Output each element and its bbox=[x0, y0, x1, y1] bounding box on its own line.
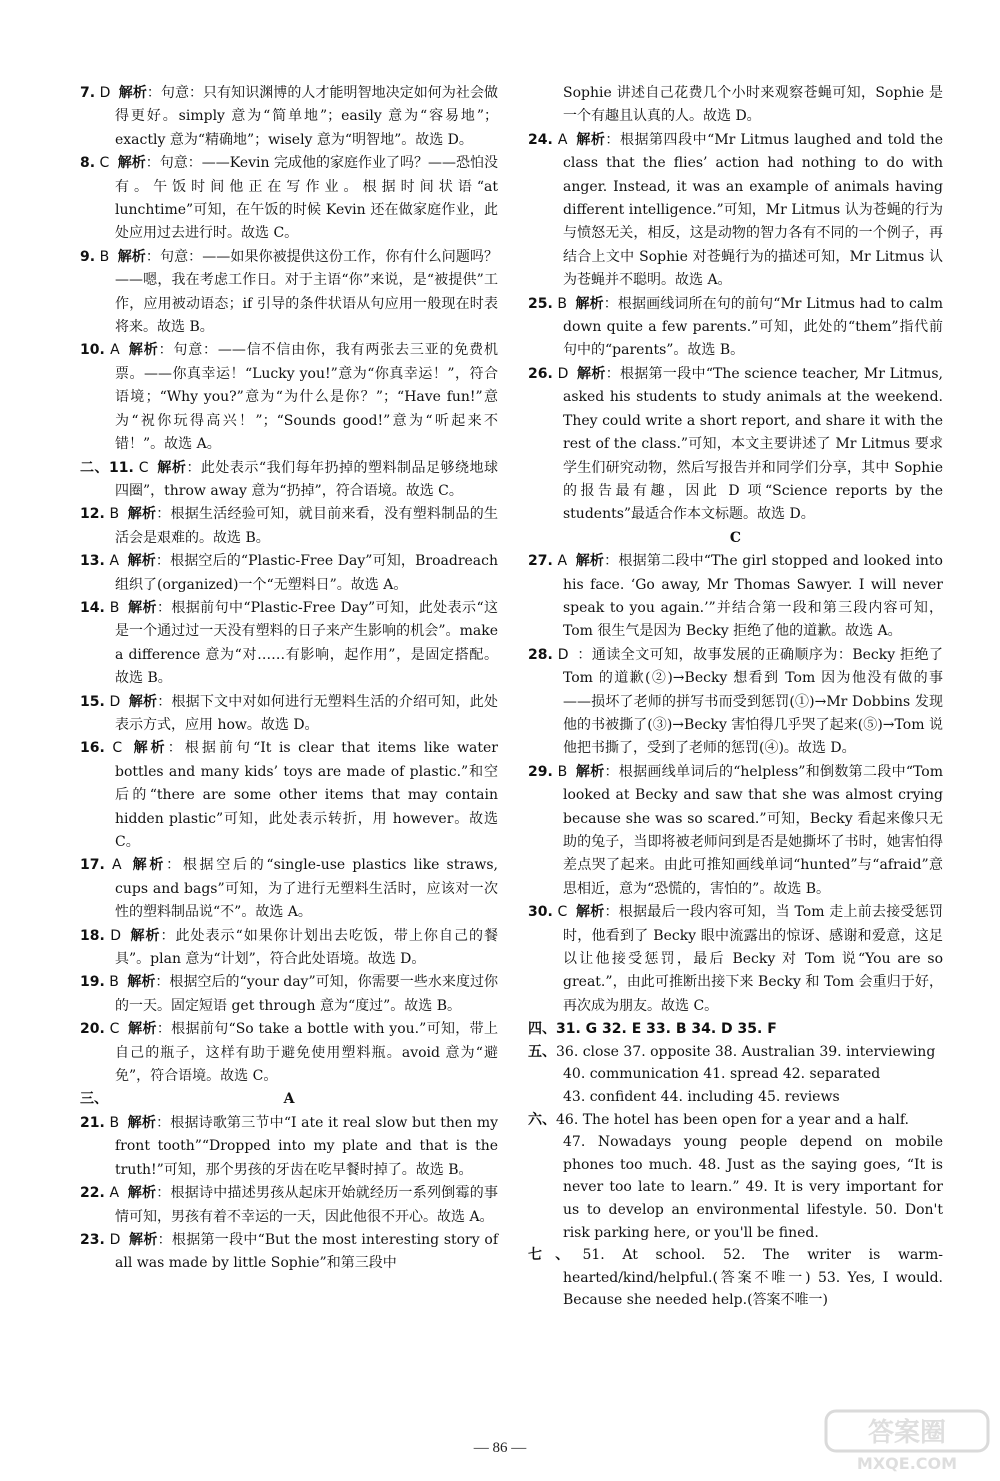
item-answer: D bbox=[109, 693, 121, 710]
item-label: 解析 bbox=[575, 763, 605, 780]
item-number: 30. bbox=[528, 904, 553, 921]
item-answer: C bbox=[109, 1021, 120, 1038]
watermark-en: MXQE.COM bbox=[856, 1454, 958, 1473]
section-marker: 三、 bbox=[80, 1091, 108, 1108]
item-number: 25. bbox=[528, 295, 553, 312]
item-answer: B bbox=[557, 763, 568, 780]
section-six-line-1: 46. The hotel has been open for a year and a half. bbox=[556, 1111, 910, 1128]
sub-heading-c: C bbox=[729, 529, 742, 546]
item-label: 解析 bbox=[128, 1231, 158, 1248]
item-number: 15. bbox=[80, 693, 105, 710]
item-answer: C bbox=[138, 459, 149, 476]
answer-item bbox=[528, 644, 943, 761]
item-label: 解析 bbox=[127, 1114, 157, 1131]
section-five-line-3: 43. confident 44. including 45. reviews bbox=[563, 1089, 840, 1106]
section-six-line-2: 47. Nowadays young people depend on mobile phones too much. 48. Just as the saying goes, “It is never too late to learn.” 49. It is very important for us to develop an environmental lifestyle. 50. Don't risk parking here, or you'll be fined. bbox=[563, 1134, 943, 1241]
answer-item bbox=[528, 550, 943, 644]
item-answer: A bbox=[111, 857, 122, 874]
section-seven bbox=[528, 1244, 943, 1312]
answer-item bbox=[528, 363, 943, 527]
section-seven-answers: 51. At school. 52. The writer is warm-hearted/kind/helpful.(答案不唯一) 53. Yes, I would. Because she needed help.(答案不唯一) bbox=[563, 1247, 944, 1309]
item-label: 解析 bbox=[127, 553, 156, 570]
item-number: 8. bbox=[80, 155, 96, 172]
section-three-heading bbox=[80, 1088, 498, 1111]
answer-item bbox=[80, 854, 498, 924]
item-number: 22. bbox=[80, 1185, 105, 1202]
item-text: ：根据空后的“Plastic-Free Day”可知，Broadreach 组织了(organized)一个“无塑料日”。故选 A。 bbox=[115, 553, 499, 593]
item-label: 解析 bbox=[575, 553, 605, 570]
section-six bbox=[528, 1109, 943, 1245]
item-label: 解析 bbox=[128, 342, 159, 359]
item-text: ：根据前句“It is clear that items like water bottles and many kids’ toys are made of plastic.”和空后的“there are some other items that may contain hidden plastic”可知，此处表示转折，用 however。故选 C。 bbox=[115, 740, 499, 850]
item-text: ：此处表示“我们每年扔掉的塑料制品足够绕地球四圈”，throw away 意为“扔掉”，符合语境。故选 C。 bbox=[115, 459, 499, 499]
item-number: 16. bbox=[80, 740, 105, 757]
item-label: 解析 bbox=[127, 974, 156, 991]
answer-item bbox=[80, 1112, 498, 1182]
item-text: ：句意：——如果你被提供这份工作，你有什么问题吗？——嗯，我在考虑工作日。对于主语“你”来说，是“被提供”工作，应用被动语态；if 引导的条件状语从句应用一般现在时表将来。故选 B。 bbox=[115, 248, 499, 336]
section-marker: 五、 bbox=[528, 1043, 556, 1060]
item-answer: B bbox=[109, 1114, 120, 1131]
item-text: ：句意：——Kevin 完成他的家庭作业了吗？——恐怕没有。午饭时间他正在写作业。根据时间状语“at lunchtime”可知，在午饭的时候 Kevin 还在做家庭作业，此处应用过去进行时。故选 C。 bbox=[115, 155, 499, 242]
item-text: ：根据生活经验可知，就目前来看，没有塑料制品的生活会是艰难的。故选 B。 bbox=[115, 506, 499, 546]
item-text: ：根据第一段中“But the most interesting story of all was made by little Sophie”和第三段中 bbox=[115, 1231, 499, 1272]
answer-item bbox=[80, 339, 498, 456]
item-number: 26. bbox=[528, 365, 553, 382]
section-five bbox=[528, 1041, 943, 1109]
page-number: — 86 — bbox=[473, 1440, 527, 1456]
item-label: 解析 bbox=[129, 857, 167, 874]
item-number: 17. bbox=[80, 857, 105, 874]
right-column bbox=[528, 82, 943, 1312]
item-answer: D bbox=[557, 365, 569, 382]
answer-item bbox=[80, 82, 498, 152]
item-label: 解析 bbox=[576, 365, 606, 382]
item-text: ：根据下文中对如何进行无塑料生活的介绍可知，此处表示方式，应用 how。故选 D。 bbox=[115, 693, 499, 733]
answer-item bbox=[528, 761, 943, 901]
item-label: 解析 bbox=[575, 904, 605, 921]
item-answer: C bbox=[99, 155, 110, 172]
item-answer: A bbox=[109, 1185, 120, 1202]
item-label: 解析 bbox=[130, 740, 168, 757]
item-number: 21. bbox=[80, 1114, 105, 1131]
item-text: ：根据前句中“Plastic-Free Day”可知，此处表示“这是一个通过过一天没有塑料的日子来产生影响的机会”。make a difference 意为“对……有影响，起作用”，是固定搭配。故选 B。 bbox=[115, 599, 499, 687]
item-text: ：根据空后的“single-use plastics like straws, cups and bags”可知，为了进行无塑料生活时，应该对一次性的塑料制品说“不”。故选 A。 bbox=[115, 857, 498, 921]
item-text: ：此处表示“如果你计划出去吃饭，带上你自己的餐具”。plan 意为“计划”，符合此处语境。故选 D。 bbox=[115, 927, 498, 968]
answer-item bbox=[528, 293, 943, 363]
section-four bbox=[528, 1018, 943, 1041]
item-number: 9. bbox=[80, 248, 96, 265]
watermark-graphic bbox=[822, 1407, 992, 1475]
item-text: ：根据画线词所在句的前句“Mr Litmus had to calm down quite a few parents.”可知，此处的“them”指代前句中的“parents”。故选 B。 bbox=[563, 295, 944, 359]
item-number: 18. bbox=[80, 927, 105, 944]
continued-text bbox=[528, 82, 943, 129]
item-number: 14. bbox=[80, 599, 105, 616]
item-number: 13. bbox=[80, 553, 105, 570]
item-label: 解析 bbox=[128, 693, 158, 710]
answer-item bbox=[80, 503, 498, 550]
item-label: 解析 bbox=[127, 506, 157, 523]
item-text: ：句意：——信不信由你，我有两张去三亚的免费机票。——你真幸运！“Lucky you!”意为“你真幸运！”，符合语境；“Why you?”意为“为什么是你？”；“Have fun!”意为“祝你玩得高兴！”；“Sounds good!”意为“听起来不错！”。故选 A。 bbox=[115, 342, 499, 453]
right-items bbox=[528, 129, 943, 527]
item-text: ：根据画线单词后的“helpless”和倒数第二段中“Tom looked at Becky and saw that she was almost crying because she was so scared.”可知，Becky 看起来像只无助的兔子，当即将被老师问到是否是她撕坏了书时，她害怕得差点哭了起来。由此可推知画线单词“hunted”与“afraid”意思相近，意为“恐慌的，害怕的”。故选 B。 bbox=[563, 763, 943, 897]
left-items bbox=[80, 82, 498, 1088]
answer-item bbox=[80, 691, 498, 738]
item-number: 23. bbox=[80, 1231, 105, 1248]
answer-item bbox=[80, 550, 498, 597]
section-marker: 七、 bbox=[528, 1247, 583, 1264]
item-text: ：根据诗歌第三节中“I ate it real slow but then my front tooth”“Dropped into my plate and that is the truth!”可知，那个男孩的牙齿在吃早餐时掉了。故选 B。 bbox=[115, 1114, 499, 1178]
answer-item bbox=[80, 971, 498, 1018]
item-answer: D bbox=[110, 927, 122, 944]
item-number: 20. bbox=[80, 1021, 105, 1038]
item-number: 7. bbox=[80, 85, 96, 101]
item-number: 28. bbox=[528, 646, 553, 663]
section-five-line-2: 40. communication 41. spread 42. separated bbox=[563, 1066, 881, 1083]
item-number: 24. bbox=[528, 131, 553, 148]
item-label: 解析 bbox=[127, 1185, 157, 1202]
answer-item bbox=[80, 737, 498, 854]
item-label: 解析 bbox=[118, 85, 147, 101]
answer-item bbox=[528, 129, 943, 293]
item-answer: D bbox=[109, 1231, 121, 1248]
item-number: 11. bbox=[109, 459, 134, 476]
item-answer: B bbox=[109, 506, 120, 523]
answer-item bbox=[80, 246, 498, 340]
item-number: 29. bbox=[528, 763, 553, 780]
item-answer: B bbox=[557, 295, 567, 312]
left-items-2 bbox=[80, 1112, 498, 1276]
item-text: ：根据前句“So take a bottle with you.”可知，带上自己的瓶子，这样有助于避免使用塑料瓶。avoid 意为“避免”，符合语境。故选 C。 bbox=[115, 1021, 498, 1085]
item-label: 解析 bbox=[129, 927, 161, 944]
answer-item bbox=[80, 1229, 498, 1276]
section-four-answers: 31. G 32. E 33. B 34. D 35. F bbox=[556, 1021, 777, 1038]
item-answer: B bbox=[109, 599, 120, 616]
item-label: 解析 bbox=[127, 1021, 157, 1038]
item-text: ：根据第四段中“Mr Litmus laughed and told the class that the flies’ action had nothing to do with anger. Instead, it was an example of animals having different intelligence.”可知，Mr Litmus 认为苍蝇的行为与愤怒无关，相反，这是动物的智力各有不同的一个例子，再结合上文中 Sophie 对苍蝇行为的描述可知，Mr Litmus 认为苍蝇并不聪明。故选 A。 bbox=[563, 131, 944, 289]
continued-text-body: Sophie 讲述自己花费几个小时来观察苍蝇可知，Sophie 是一个有趣且认真的人。故选 D。 bbox=[563, 85, 943, 125]
section-marker: 六、 bbox=[528, 1111, 556, 1128]
item-answer: B bbox=[99, 248, 110, 265]
item-answer: B bbox=[109, 974, 119, 991]
answer-item bbox=[80, 925, 498, 972]
answer-item bbox=[528, 901, 943, 1018]
item-label: 解析 bbox=[575, 295, 604, 312]
answer-item bbox=[80, 457, 498, 504]
section-five-line-1: 36. close 37. opposite 38. Australian 39. interviewing bbox=[556, 1043, 936, 1060]
item-text: ：句意：只有知识渊博的人才能明智地决定如何为社会做得更好。simply 意为“简单地”；easily 意为“容易地”；exactly 意为“精确地”；wisely 意为“明智地”。故选 D。 bbox=[115, 85, 498, 148]
item-number: 19. bbox=[80, 974, 105, 991]
section-marker: 四、 bbox=[528, 1021, 556, 1038]
item-label: 解析 bbox=[127, 599, 157, 616]
item-number: 10. bbox=[80, 342, 105, 359]
answer-item bbox=[80, 1018, 498, 1088]
item-label: 解析 bbox=[156, 459, 187, 476]
item-answer: A bbox=[109, 553, 120, 570]
sub-heading-a: A bbox=[283, 1091, 295, 1108]
item-text: ：根据空后的“your day”可知，你需要一些水来度过你的一天。固定短语 get through 意为“度过”。故选 B。 bbox=[115, 974, 499, 1014]
item-answer: D bbox=[99, 85, 111, 101]
item-label: 解析 bbox=[117, 155, 146, 172]
item-text: ：根据诗中描述男孩从起床开始就经历一系列倒霉的事情可知，男孩有着不幸运的一天，因此他很不开心。故选 A。 bbox=[115, 1185, 499, 1225]
item-text: ：根据最后一段内容可知，当 Tom 走上前去接受惩罚时，他看到了 Becky 眼中流露出的惊讶、感谢和爱意，这足以让他接受惩罚，最后 Becky 对 Tom 说“You are so great.”，由此可推断出接下来 Becky 和 Tom 会重归于好，再次成为朋友。故选 C。 bbox=[563, 904, 944, 1014]
item-answer: D bbox=[557, 646, 569, 663]
item-answer: C bbox=[112, 740, 123, 757]
item-text: ：根据第一段中“The science teacher, Mr Litmus, asked his students to study animals at the weekend. They could write a short report, and share it with the rest of the class.”可知，本文主要讲述了 Mr Litmus 要求学生们研究动物，然后写报告并和同学们分享，其中 Sophie 的报告最有趣，因此 D 项“Science reports by the students”最适合作本文标题。故选 D。 bbox=[563, 365, 944, 523]
answer-item bbox=[80, 152, 498, 246]
item-label: 解析 bbox=[117, 248, 146, 265]
watermark-logo-icon bbox=[822, 1407, 992, 1475]
section-marker: 二、 bbox=[80, 459, 109, 476]
item-number: 12. bbox=[80, 506, 105, 523]
item-answer: A bbox=[110, 342, 120, 359]
item-number: 27. bbox=[528, 553, 553, 570]
right-items-2 bbox=[528, 550, 943, 1018]
left-column bbox=[80, 82, 498, 1276]
item-answer: A bbox=[557, 131, 568, 148]
item-answer: A bbox=[557, 553, 568, 570]
item-text: ：根据第二段中“The girl stopped and looked into his face. ‘Go away, Mr Thomas Sawyer. I will never speak to you again.’”并结合第一段和第三段内容可知，Tom 很生气是因为 Becky 拒绝了他的道歉。故选 A。 bbox=[563, 553, 943, 640]
answer-item bbox=[80, 1182, 498, 1229]
item-label: 解析 bbox=[575, 131, 606, 148]
watermark-cn: 答案圈 bbox=[867, 1418, 947, 1448]
answer-item bbox=[80, 597, 498, 691]
item-answer: C bbox=[557, 904, 568, 921]
item-text: ：通读全文可知，故事发展的正确顺序为：Becky 拒绝了 Tom 的道歉(②)→Becky 想看到 Tom 因为他没有做的事——损坏了老师的拼写书而受到惩罚(①)→Mr Dobbins 发现他的书被撕了(③)→Becky 害怕得几乎哭了起来(⑤)→Tom 说他把书撕了，受到了老师的惩罚(④)。故选 D。 bbox=[563, 646, 943, 757]
